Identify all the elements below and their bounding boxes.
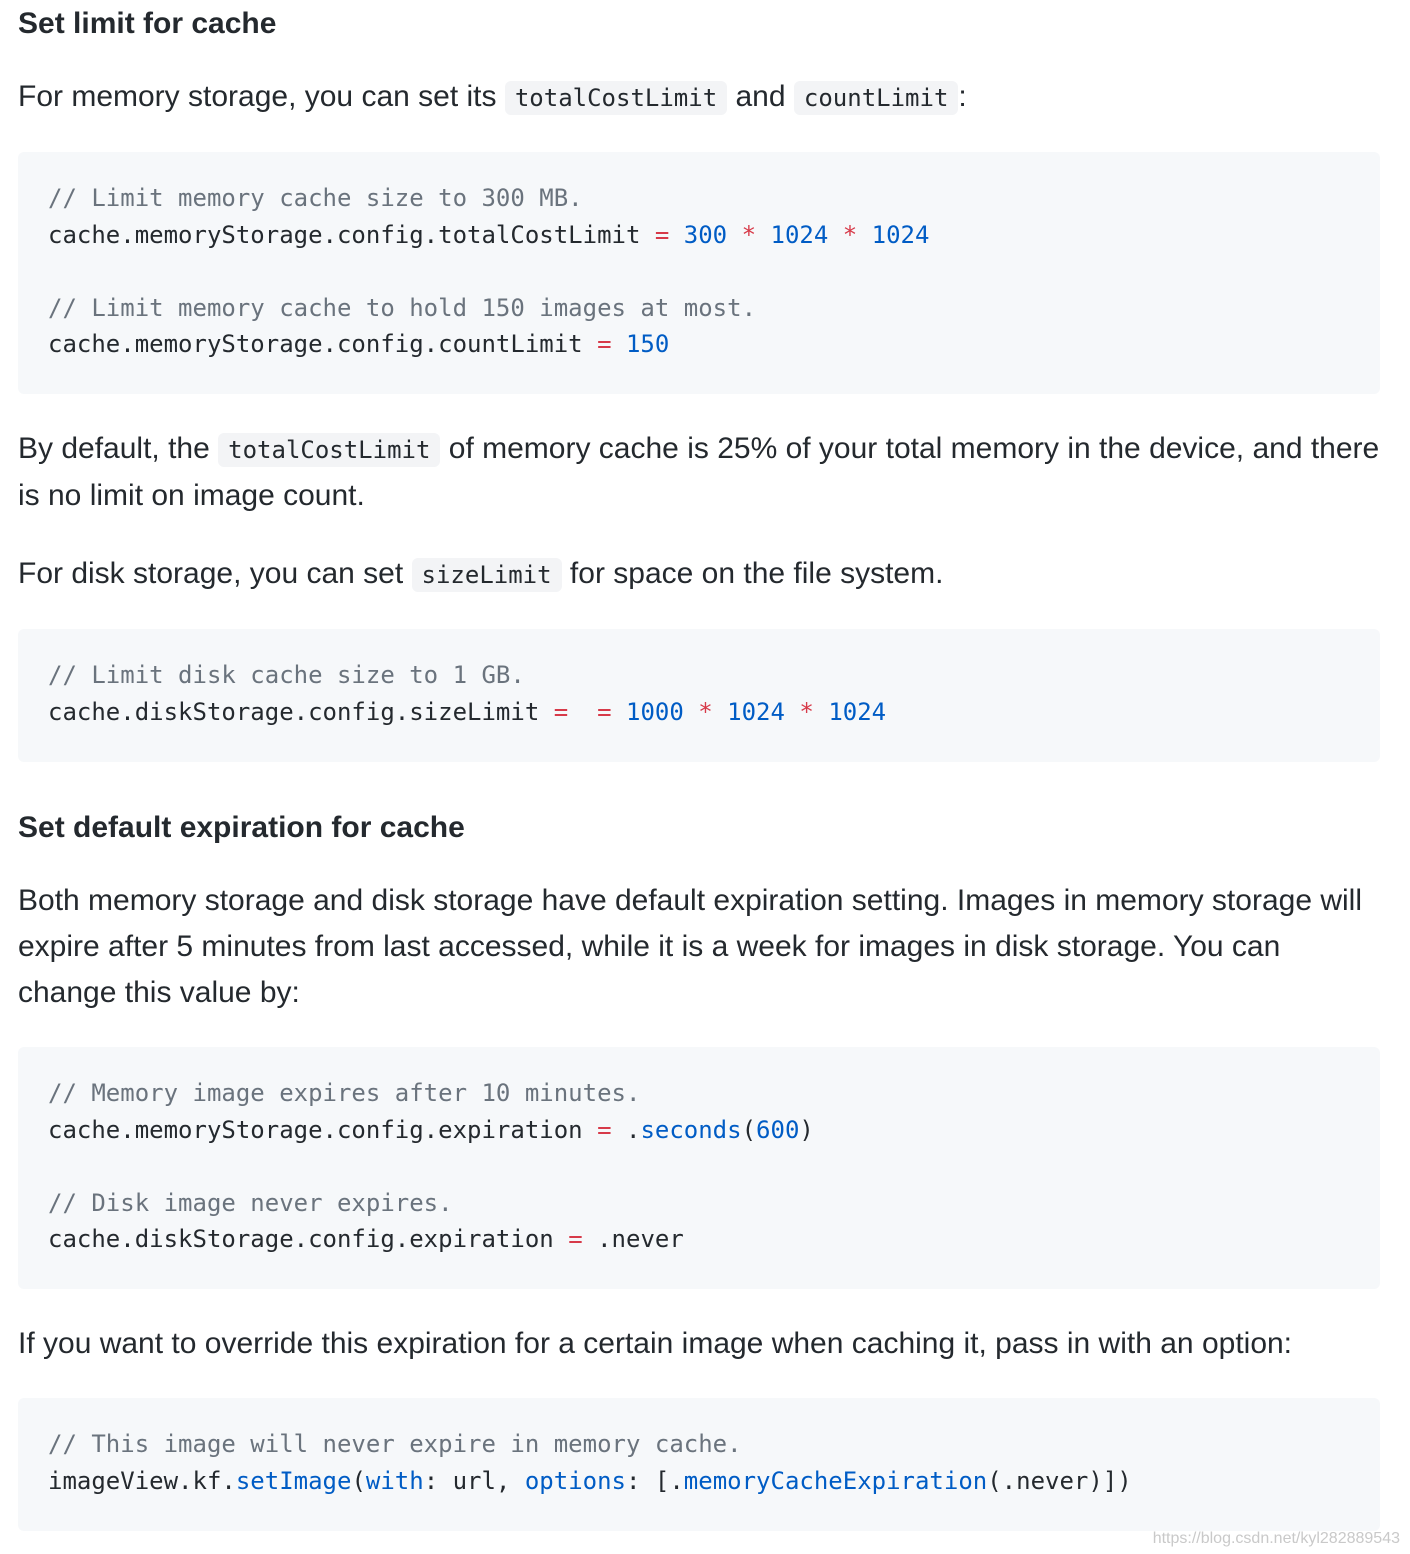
text: for space on the file system.	[569, 557, 944, 590]
code-comment: // Limit disk cache size to 1 GB.	[48, 661, 525, 689]
code-operator: *	[698, 697, 713, 726]
code-text: (.never)])	[987, 1466, 1132, 1495]
code-line	[48, 1221, 1350, 1258]
code-operator: =	[597, 1115, 612, 1144]
code-text: )	[799, 1115, 814, 1144]
code-number: 1000	[626, 697, 684, 726]
code-block-override	[18, 1398, 1380, 1531]
text: For disk storage, you can set	[18, 557, 404, 590]
code-number: 1024	[770, 220, 829, 249]
code-text: cache.diskStorage.config.sizeLimit	[48, 697, 540, 726]
heading-default-expiration: Set default expiration for cache	[18, 811, 465, 844]
inline-code-totalcostlimit: totalCostLimit	[505, 81, 727, 115]
code-text: cache.diskStorage.config.expiration	[48, 1225, 554, 1253]
code-text: : url,	[423, 1466, 525, 1495]
code-text: : [.	[626, 1466, 684, 1495]
code-operator: =	[568, 1225, 583, 1253]
code-number: 1024	[871, 220, 930, 249]
code-function: memoryCacheExpiration	[683, 1466, 988, 1495]
code-keyword: with	[365, 1466, 424, 1495]
code-comment: // Disk image never expires.	[48, 1188, 453, 1217]
code-function: seconds	[640, 1115, 742, 1144]
disk-storage-paragraph	[18, 551, 1380, 598]
code-text: (	[741, 1115, 757, 1144]
code-blank-line	[48, 1148, 1350, 1185]
code-text: cache.memoryStorage.config.expiration	[48, 1115, 583, 1144]
code-text: .never	[597, 1225, 684, 1253]
code-operator: =	[654, 220, 670, 249]
code-text: (	[351, 1466, 366, 1495]
code-operator: =	[597, 697, 612, 726]
code-number: 150	[625, 330, 670, 358]
code-text: .	[625, 1115, 641, 1144]
code-comment: // Memory image expires after 10 minutes.	[48, 1079, 641, 1107]
code-operator: =	[553, 697, 569, 726]
watermark: https://blog.csdn.net/kyl282889543	[1152, 1530, 1400, 1547]
code-number: 600	[756, 1115, 800, 1144]
text: :	[958, 80, 967, 113]
code-number: 1024	[727, 697, 785, 726]
text: and	[735, 80, 786, 113]
code-text: cache.memoryStorage.config.countLimit	[48, 330, 583, 358]
code-operator: *	[799, 697, 814, 726]
code-comment: // Limit memory cache size to 300 MB.	[48, 184, 583, 212]
inline-code-totalcostlimit: totalCostLimit	[218, 433, 440, 467]
code-operator: *	[842, 220, 858, 249]
code-line	[48, 694, 1350, 731]
code-comment: // This image will never expire in memory cache.	[48, 1430, 742, 1458]
inline-code-countlimit: countLimit	[794, 81, 959, 115]
code-block-expiration	[18, 1047, 1380, 1289]
code-line	[48, 1463, 1350, 1500]
text: For memory storage, you can set its	[18, 80, 497, 113]
code-keyword: options	[524, 1466, 626, 1495]
inline-code-sizelimit: sizeLimit	[412, 558, 562, 592]
code-operator: =	[597, 330, 612, 358]
code-line	[48, 326, 1350, 363]
override-paragraph: If you want to override this expiration for a certain image when caching it, pass in with an option:	[18, 1327, 1293, 1360]
code-line	[48, 1112, 1350, 1149]
code-line	[48, 217, 1350, 254]
code-number: 300	[683, 220, 728, 249]
text: By default, the	[18, 432, 210, 465]
code-block-memory-limits	[18, 152, 1380, 394]
code-block-disk-limit	[18, 629, 1380, 762]
code-function: setImage	[235, 1466, 352, 1495]
default-limit-paragraph	[18, 426, 1380, 519]
code-text: imageView.kf.	[48, 1466, 236, 1495]
memory-storage-paragraph	[18, 74, 1380, 121]
code-operator: *	[741, 220, 757, 249]
code-comment: // Limit memory cache to hold 150 images at most.	[48, 293, 757, 322]
expiration-paragraph: Both memory storage and disk storage have default expiration setting. Images in memory storage will expire after 5 minutes from last accessed, while it is a week for images in disk storage. You can change this value by:	[18, 884, 1362, 1009]
code-number: 1024	[828, 697, 887, 726]
code-blank-line	[48, 253, 1350, 290]
text: of memory cache is 25% of your total memory in the device, and there is no limit on image count.	[18, 432, 1380, 512]
code-text: cache.memoryStorage.config.totalCostLimit	[48, 220, 641, 249]
heading-set-limit: Set limit for cache	[18, 7, 277, 40]
